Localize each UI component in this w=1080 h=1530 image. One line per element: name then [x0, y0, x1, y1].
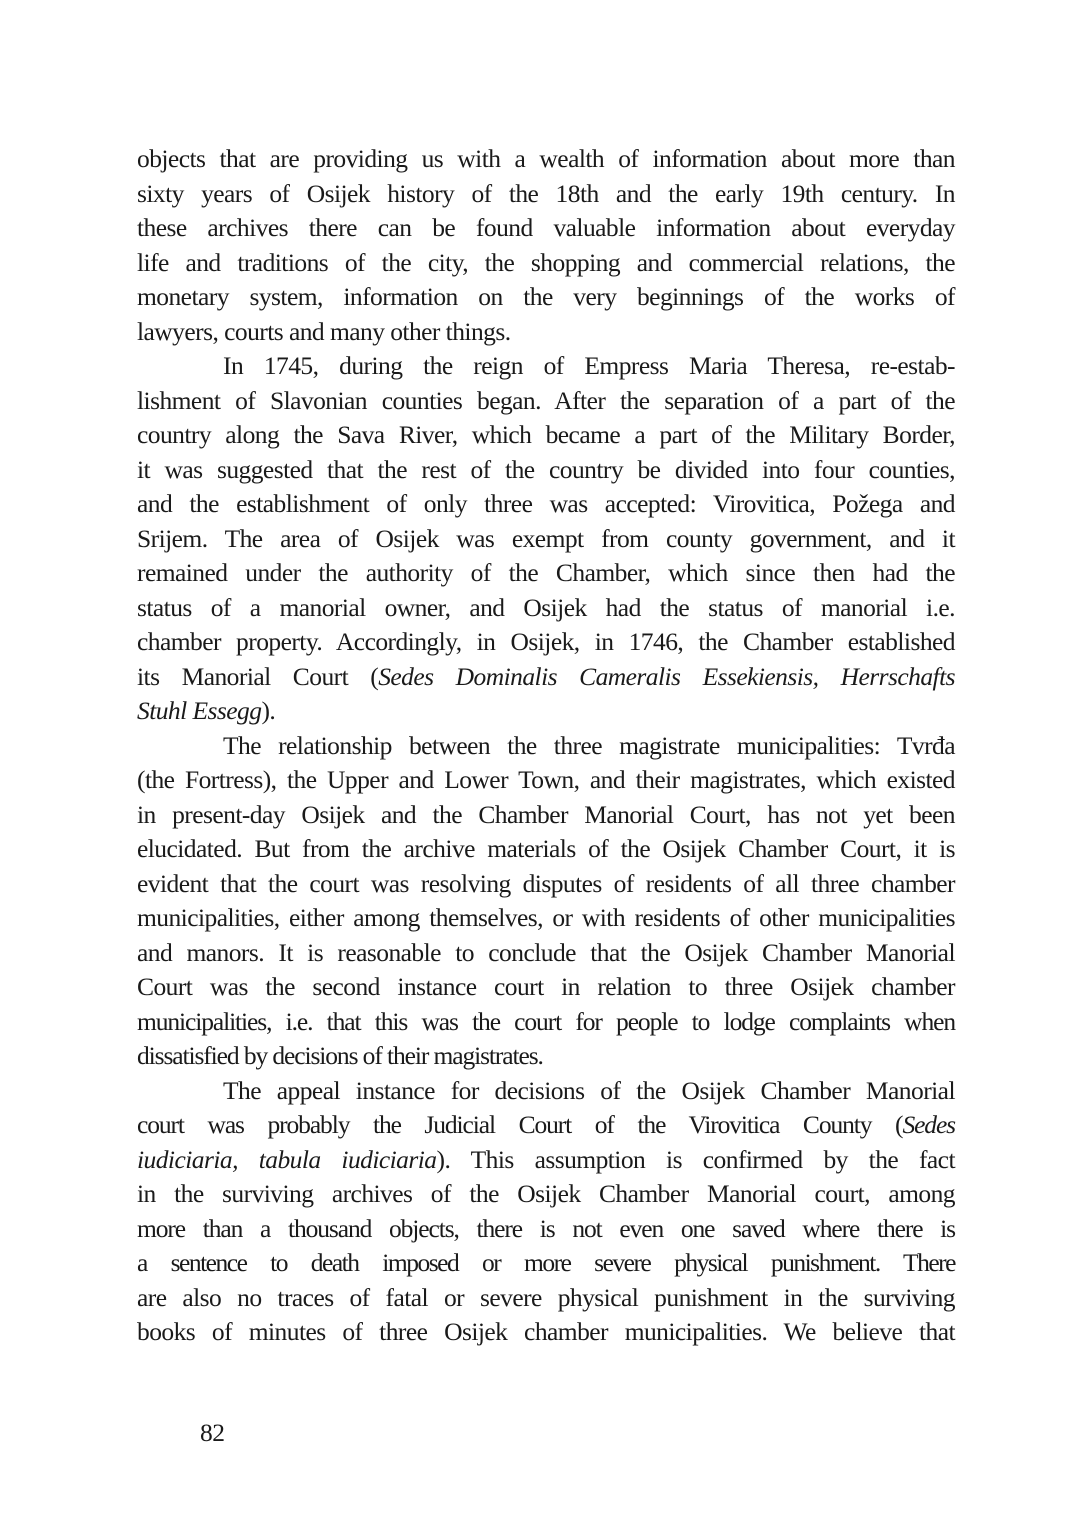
text-run: chamber property. Accordingly, in Osijek, in 1746, the Chamber established — [137, 627, 955, 656]
text-line — [137, 1177, 955, 1212]
text-line — [137, 1039, 955, 1074]
italic-text: Sedes Dominalis Cameralis Essekiensis, Herrschafts — [378, 661, 955, 691]
italic-text: Stuhl Essegg — [137, 696, 262, 725]
text-run: elucidated. But from the archive materials of the Osijek Chamber Court, it is — [137, 834, 955, 863]
text-run: municipalities, i.e. that this was the court for people to lodge complaints when — [137, 1006, 955, 1036]
text-line — [137, 522, 955, 557]
text-run: evident that the court was resolving disputes of residents of all three chamber — [137, 868, 955, 898]
text-line — [137, 1074, 955, 1109]
text-line — [137, 625, 955, 660]
text-line — [137, 660, 955, 695]
text-run: in present-day Osijek and the Chamber Manorial Court, has not yet been — [137, 799, 955, 829]
text-run: The appeal instance for decisions of the Osijek Chamber Manorial — [223, 1075, 955, 1105]
text-run: and manors. It is reasonable to conclude that the Osijek Chamber Manorial — [137, 937, 955, 967]
paragraph — [137, 349, 955, 729]
text-line — [137, 384, 955, 419]
text-run: a sentence to death imposed or more severe physical punishment. There — [137, 1248, 955, 1277]
text-line — [137, 315, 955, 350]
text-run: ). This assumption is confirmed by the fact — [436, 1144, 955, 1174]
text-run: municipalities, either among themselves, or with residents of other municipalities — [137, 903, 955, 932]
text-run: it was suggested that the rest of the country be divided into four counties, — [137, 454, 955, 484]
text-line — [137, 349, 955, 384]
text-line — [137, 246, 955, 281]
page-body-text — [137, 142, 955, 1350]
text-line — [137, 763, 955, 798]
text-line — [137, 694, 955, 729]
italic-text: Sedes — [902, 1110, 955, 1139]
paragraph — [137, 1074, 955, 1350]
text-line — [137, 453, 955, 488]
text-run: objects that are providing us with a wealth of information about more than — [137, 144, 955, 173]
text-line — [137, 798, 955, 833]
text-run: life and traditions of the city, the shopping and commercial relations, the — [137, 247, 955, 277]
paragraph — [137, 142, 955, 349]
text-run: more than a thousand objects, there is not even one saved where there is — [137, 1213, 955, 1243]
text-run: In 1745, during the reign of Empress Maria Theresa, re-estab- — [223, 351, 955, 380]
text-run: (the Fortress), the Upper and Lower Town, and their magistrates, which existed — [137, 765, 955, 794]
text-run: The relationship between the three magistrate municipalities: Tvrđa — [223, 730, 955, 760]
text-run: country along the Sava River, which became a part of the Military Border, — [137, 420, 955, 449]
text-run: in the surviving archives of the Osijek Chamber Manorial court, among — [137, 1179, 955, 1208]
text-line — [137, 1281, 955, 1316]
paragraph — [137, 729, 955, 1074]
text-line — [137, 1212, 955, 1247]
text-line — [137, 1108, 955, 1143]
text-run: Srijem. The area of Osijek was exempt from county government, and it — [137, 523, 955, 553]
text-line — [137, 418, 955, 453]
italic-text: iudiciaria, tabula iudiciaria — [137, 1144, 437, 1174]
text-run: its Manorial Court ( — [137, 661, 379, 691]
text-run: monetary system, information on the very beginnings of the works of — [137, 282, 955, 311]
text-run: and the establishment of only three was accepted: Virovitica, Požega and — [137, 489, 955, 518]
text-run: sixty years of Osijek history of the 18th and the early 19th century. In — [137, 178, 955, 208]
text-line — [137, 142, 955, 177]
text-line — [137, 729, 955, 764]
text-line — [137, 1246, 955, 1281]
text-line — [137, 936, 955, 971]
text-run: books of minutes of three Osijek chamber municipalities. We believe that — [137, 1317, 955, 1346]
text-line — [137, 211, 955, 246]
text-run: status of a manorial owner, and Osijek had the status of manorial i.e. — [137, 592, 955, 622]
text-run: lishment of Slavonian counties began. After the separation of a part of the — [137, 385, 955, 415]
text-line — [137, 901, 955, 936]
text-run: dissatisfied by decisions of their magistrates. — [137, 1041, 543, 1070]
text-run: ). — [261, 696, 276, 725]
text-line — [137, 556, 955, 591]
text-line — [137, 1315, 955, 1350]
text-run: are also no traces of fatal or severe physical punishment in the surviving — [137, 1282, 955, 1312]
text-line — [137, 1005, 955, 1040]
text-line — [137, 832, 955, 867]
text-line — [137, 970, 955, 1005]
text-line — [137, 1143, 955, 1178]
text-run: these archives there can be found valuable information about everyday — [137, 213, 955, 242]
text-line — [137, 867, 955, 902]
text-run: court was probably the Judicial Court of the Virovitica County ( — [137, 1110, 903, 1139]
text-run: remained under the authority of the Chamber, which since then had the — [137, 558, 955, 587]
text-line — [137, 487, 955, 522]
text-line — [137, 591, 955, 626]
page-number: 82 — [200, 1418, 225, 1447]
text-run: Court was the second instance court in relation to three Osijek chamber — [137, 972, 955, 1001]
text-line — [137, 280, 955, 315]
text-run: lawyers, courts and many other things. — [137, 316, 511, 346]
text-line — [137, 177, 955, 212]
